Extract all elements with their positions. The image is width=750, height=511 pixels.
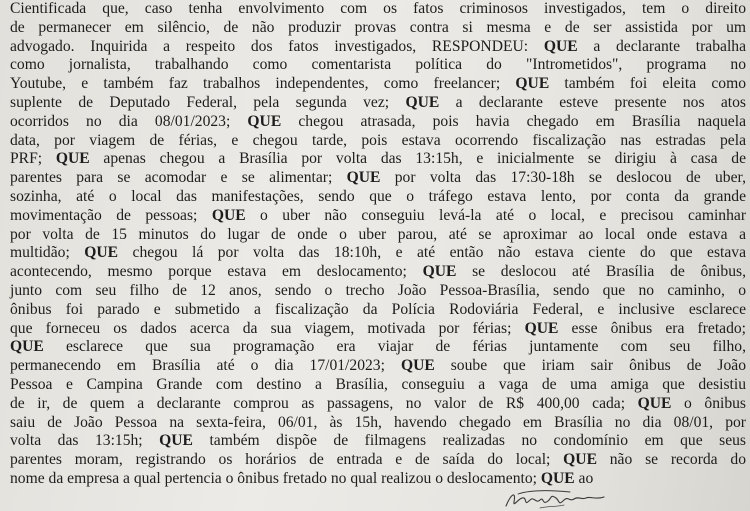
line-text: soube que iriam sair ônibus de João (434, 357, 747, 375)
line-text: parentes moram, registrando os horários de entrada e de saída do local; (10, 451, 564, 469)
line-text: Pessoa e Campina Grande com destino a Brasília, conseguiu a vaga de uma amiga que desistiu (10, 375, 746, 393)
bold-que-keyword: QUE (400, 357, 435, 375)
document-line (10, 132, 746, 151)
bold-que-keyword: QUE (10, 338, 44, 356)
document-body (10, 0, 746, 489)
line-text: parentes para se acomodar e se alimentar; (10, 169, 347, 187)
bold-que-keyword: QUE (405, 93, 440, 111)
line-text: que forneceu os dados acerca da sua viagem, motivada por férias; (10, 319, 525, 337)
line-text: de permanecer em silêncio, de não produzir provas contra si mesma e de ser assistida por um (10, 18, 746, 36)
document-line (10, 38, 746, 57)
bold-que-keyword: QUE (247, 112, 282, 130)
document-line (10, 19, 746, 38)
document-line (10, 470, 746, 489)
line-text: PRF; (10, 150, 56, 168)
document-line (10, 301, 746, 320)
document-line (10, 263, 746, 282)
document-line (10, 75, 746, 94)
document-line (10, 113, 746, 132)
line-text: chegou lá por volta das 18:10h, e até então não estava ciente do que estava (118, 244, 746, 262)
document-line (10, 207, 746, 226)
line-text: ônibus foi parado e submetido a fiscalização da Polícia Rodoviária Federal, e inclusive esclarece (10, 300, 746, 318)
line-text: advogado. Inquirida a respeito dos fatos investigados, RESPONDEU: (10, 37, 544, 55)
bold-que-keyword: QUE (563, 451, 597, 469)
line-text: Youtube, e também faz trabalhos independentes, como freelancer; (10, 75, 516, 93)
document-line (10, 338, 746, 357)
bold-que-keyword: QUE (540, 469, 575, 487)
line-text: não se recorda do (596, 451, 746, 469)
line-text: por volta das 17:30-18h se deslocou de uber, (380, 169, 746, 187)
bold-que-keyword: QUE (159, 432, 193, 450)
document-line (10, 432, 746, 451)
line-text: nome da empresa a qual pertencia o ônibus fretado no qual realizou o deslocamento; (10, 469, 541, 487)
line-text: de ir, de quem a declarante comprou as passagens, no valor de R$ 400,00 cada; (10, 394, 638, 412)
line-text: esse ônibus era fretado; (558, 319, 746, 337)
line-text: movimentação de pessoas; (10, 206, 212, 224)
line-text: sozinha, até o local das manifestações, sendo que o tráfego estava lento, por conta da grande (10, 187, 746, 205)
bold-que-keyword: QUE (211, 206, 246, 224)
line-text: saiu de João Pessoa na sexta-feira, 06/01, às 15h, havendo chegado em Brasília no dia 08/01, por (10, 413, 746, 431)
line-text: também foi eleita como (549, 75, 746, 93)
bold-que-keyword: QUE (84, 244, 119, 262)
document-line (10, 94, 746, 113)
line-text: data, por viagem de férias, e chegou tarde, pois estava ocorrendo fiscalização nas estradas pela (10, 131, 746, 149)
handwritten-signature (500, 486, 610, 511)
line-text: permanecendo em Brasília até o dia 17/01/2023; (10, 357, 401, 375)
bold-que-keyword: QUE (55, 150, 90, 168)
document-line (10, 282, 746, 301)
document-line (10, 376, 746, 395)
line-text: o uber não conseguiu levá-la até o local, e precisou caminhar (245, 206, 747, 224)
document-line (10, 451, 746, 470)
line-text: a declarante esteve presente nos atos (439, 93, 746, 111)
line-text: junto com seu filho de 12 anos, sendo o trecho João Pessoa-Brasília, sendo que no caminho, o (10, 281, 746, 299)
line-text: se deslocou até Brasília de ônibus, (456, 263, 746, 281)
line-text: chegou atrasada, pois havia chegado em Brasília naquela (281, 112, 746, 130)
document-line (10, 150, 746, 169)
document-line (10, 169, 746, 188)
document-line (10, 244, 746, 263)
document-line (10, 320, 746, 339)
bold-que-keyword: QUE (524, 319, 559, 337)
document-line (10, 395, 746, 414)
document-line (10, 0, 746, 19)
line-text: por volta de 15 minutos do lugar de onde o uber parou, até se aproximar ao local onde estava a (10, 225, 746, 243)
bold-que-keyword: QUE (422, 263, 457, 281)
line-text: Cientificada que, caso tenha envolvimento com os fatos criminosos investigados, tem o direito (10, 0, 746, 17)
document-line (10, 226, 746, 245)
document-line (10, 414, 746, 433)
bold-que-keyword: QUE (346, 169, 381, 187)
document-line (10, 188, 746, 207)
line-text: a declarante trabalha (577, 37, 746, 55)
line-text: acontecendo, mesmo porque estava em deslocamento; (10, 263, 423, 281)
bold-que-keyword: QUE (637, 394, 672, 412)
bold-que-keyword: QUE (543, 37, 578, 55)
line-text: multidão; (10, 244, 85, 262)
line-text: esclarece que sua programação era viajar de férias juntamente com seu filho, (43, 338, 746, 356)
line-text: apenas chegou a Brasília por volta das 13:15h, e inicialmente se dirigiu à casa de (89, 150, 746, 168)
document-line (10, 56, 746, 75)
line-text: volta das 13:15h; (10, 432, 160, 450)
line-text: o ônibus (671, 394, 746, 412)
line-text: suplente de Deputado Federal, pela segunda vez; (10, 93, 406, 111)
line-text: ocorridos no dia 08/01/2023; (10, 112, 248, 130)
line-text: como jornalista, trabalhando como comentarista política do "Intrometidos", programa no (10, 56, 746, 74)
document-line (10, 357, 746, 376)
line-text: ao (574, 469, 594, 487)
bold-que-keyword: QUE (515, 75, 550, 93)
line-text: também dispõe de filmagens realizadas no condomínio em que seus (192, 432, 746, 450)
